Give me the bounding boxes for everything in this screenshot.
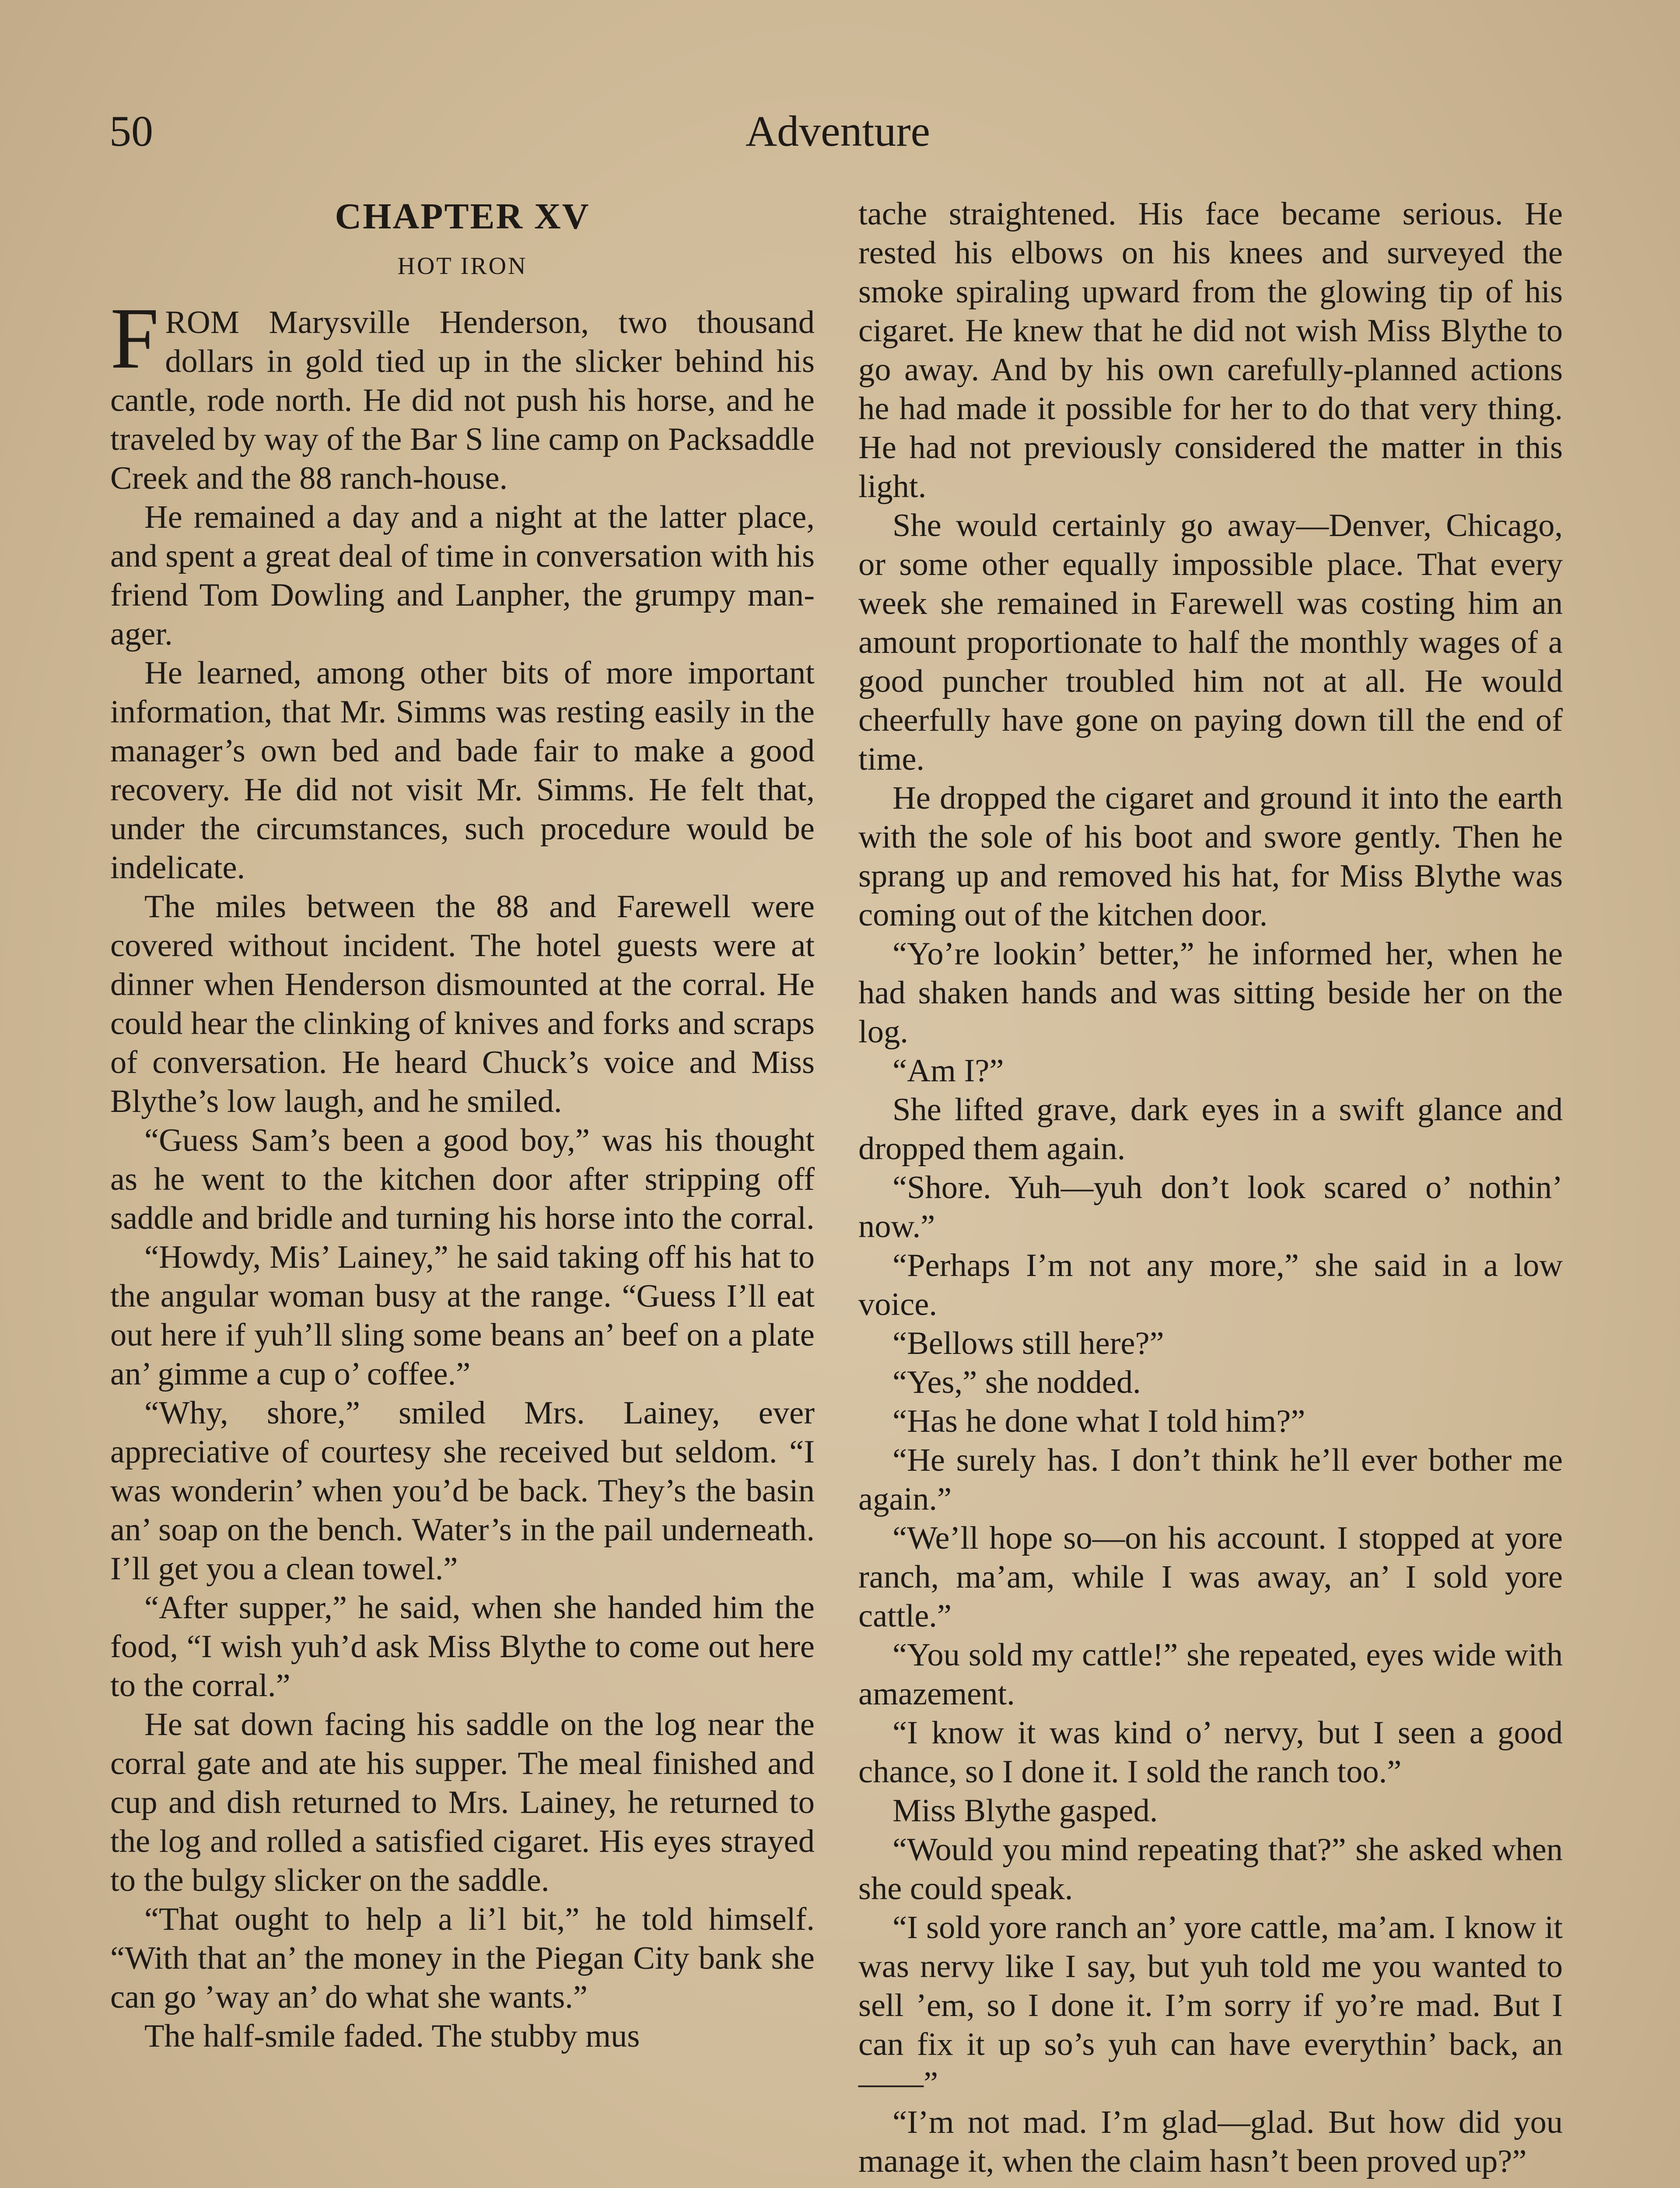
- paragraph: “He surely has. I don’t think he’ll ever bother me again.”: [858, 1442, 1563, 1517]
- paragraph: She would certainly go away—Denver, Chicago, or some other equally impossible place. That every week she remained in Farewell was costing him an amount proportionate to half the monthly wages of a good puncher troubled him not at all. He would cheerfully have gone on paying down till the end of time.: [858, 508, 1563, 777]
- paragraph: He dropped the cigaret and ground it into the earth with the sole of his boot and swore gently. Then he sprang up and removed his hat, for Miss Blythe was coming out of the kitchen door.: [858, 780, 1563, 933]
- left-column: [110, 195, 815, 2056]
- paragraph: “We’ll hope so—on his account. I stopped at yore ranch, ma’am, while I was away, an’ I sold yore cattle.”: [858, 1520, 1563, 1634]
- paragraph: “Why, shore,” smiled Mrs. Lainey, ever appreciative of courtesy she received but seldom. “I was wonderin’ when you’d be back. They’s the basin an’ soap on the bench. Water’s in the pail underneath. I’ll get you a clean towel.”: [110, 1395, 815, 1587]
- right-column: [858, 195, 1563, 2181]
- paragraph: She lifted grave, dark eyes in a swift glance and dropped them again.: [858, 1092, 1563, 1167]
- paragraph: “Howdy, Mis’ Lainey,” he said taking off his hat to the angular woman busy at the range. “Guess I’ll eat out here if yuh’ll sling some beans an’ beef on a plate an’ gimme a cup o’ coffee.”: [110, 1239, 815, 1392]
- page-number: 50: [109, 107, 153, 155]
- paragraph: “After supper,” he said, when she handed him the food, “I wish yuh’d ask Miss Blythe to come out here to the corral.”: [110, 1590, 815, 1704]
- paragraph: “That ought to help a li’l bit,” he told himself. “With that an’ the money in the Piegan City bank she can go ’way an’ do what she wants.”: [110, 1901, 815, 2015]
- paragraph: “Am I?”: [892, 1053, 1004, 1089]
- paragraph: He learned, among other bits of more important information, that Mr. Simms was resting easily in the manager’s own bed and bade fair to make a good recovery. He did not visit Mr. Simms. He felt that, under the circumstances, such procedure would be indelicate.: [110, 655, 815, 886]
- paragraph: “I’m not mad. I’m glad—glad. But how did you manage it, when the claim hasn’t been proved up?”: [858, 2104, 1563, 2179]
- paragraph: Miss Blythe gasped.: [892, 1793, 1158, 1829]
- paragraph: “Bellows still here?”: [892, 1325, 1164, 1361]
- chapter-title: CHAPTER XV: [335, 196, 590, 237]
- paragraph: He remained a day and a night at the latter place, and spent a great deal of time in conversation with his friend Tom Dowling and Lanpher, the grumpy manager.: [110, 499, 815, 652]
- paragraph: “Yes,” she nodded.: [892, 1364, 1141, 1400]
- paragraph: He sat down facing his saddle on the log near the corral gate and ate his supper. The meal finished and cup and dish returned to Mrs. Lainey, he returned to the log and rolled a satisfied cigaret. His eyes strayed to the bulgy slicker on the saddle.: [110, 1707, 815, 1898]
- paragraph: “I know it was kind o’ nervy, but I seen a good chance, so I done it. I sold the ranch too.”: [858, 1715, 1563, 1790]
- paragraph: “Would you mind repeating that?” she asked when she could speak.: [858, 1832, 1563, 1907]
- paragraph: “You sold my cattle!” she repeated, eyes wide with amazement.: [858, 1637, 1563, 1712]
- paragraph-text: ROM Marysville Henderson, two thousand dollars in gold tied up in the slicker behind his cantle, rode north. He did not push his horse, and he traveled by way of the Bar S line camp on Packsaddle Creek and the 88 ranch-house.: [110, 305, 815, 496]
- paragraph: “Perhaps I’m not any more,” she said in a low voice.: [858, 1248, 1563, 1322]
- paragraph: “Has he done what I told him?”: [892, 1403, 1306, 1439]
- paragraph: “Guess Sam’s been a good boy,” was his thought as he went to the kitchen door after stripping off saddle and bridle and turning his horse into the corral.: [110, 1122, 815, 1236]
- running-title: Adventure: [745, 107, 931, 155]
- drop-cap: F: [110, 290, 159, 387]
- paragraph: The miles between the 88 and Farewell were covered without incident. The hotel guests were at dinner when Henderson dismounted at the corral. He could hear the clinking of knives and forks and scraps of conversation. He heard Chuck’s voice and Miss Blythe’s low laugh, and he smiled.: [110, 889, 815, 1119]
- paragraph: The half-smile faded. The stubby mus: [144, 2018, 640, 2054]
- paragraph: “I sold yore ranch an’ yore cattle, ma’am. I know it was nervy like I say, but yuh told me you wanted to sell ’em, so I done it. I’m sorry if yo’re mad. But I can fix it up so’s yuh can have everythin’ back, an——”: [858, 1910, 1563, 2101]
- paragraph: tache straightened. His face became serious. He rested his elbows on his knees and surveyed the smoke spiraling upward from the glowing tip of his cigaret. He knew that he did not wish Miss Blythe to go away. And by his own carefully-planned actions he had made it possible for her to do that very thing. He had not previously considered the matter in this light.: [858, 196, 1563, 505]
- paragraph: “Shore. Yuh—yuh don’t look scared o’ nothin’ now.”: [858, 1170, 1563, 1245]
- paragraph: [110, 290, 815, 498]
- paragraph: “Yo’re lookin’ better,” he informed her, when he had shaken hands and was sitting beside her on the log.: [858, 936, 1563, 1050]
- page-header: [109, 101, 1566, 162]
- chapter-subtitle: HOT IRON: [397, 252, 528, 280]
